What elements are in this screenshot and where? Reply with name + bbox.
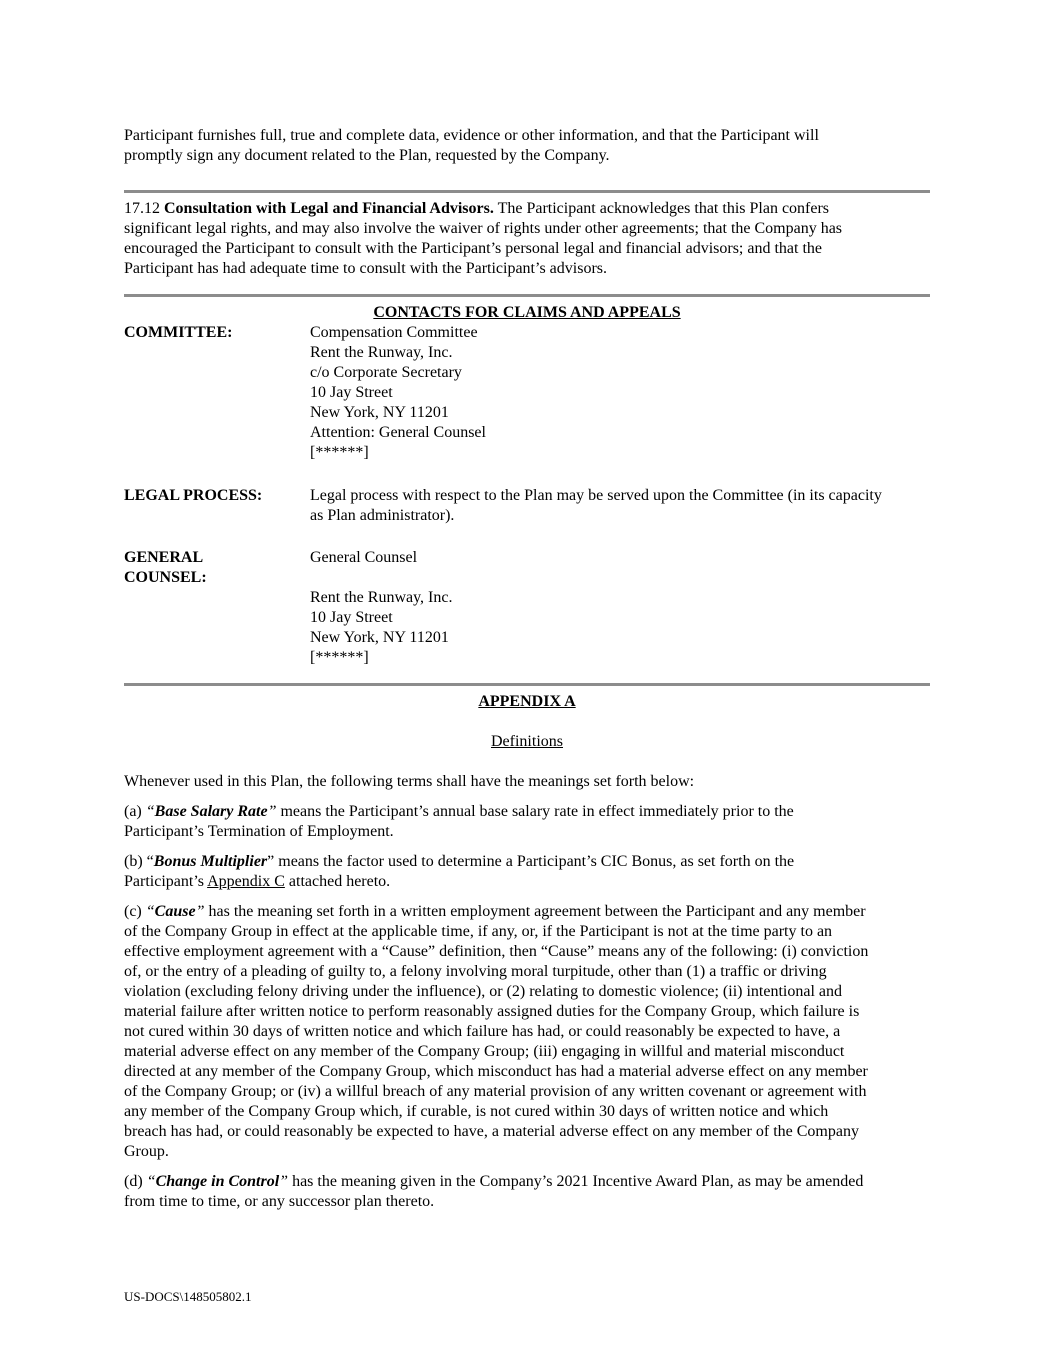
- general-counsel-row: [124, 548, 930, 668]
- address-line: [******]: [310, 649, 369, 666]
- definition-b: [124, 852, 930, 892]
- quote-mark: “: [146, 1173, 156, 1190]
- section-17-12-line: Participant has had adequate time to consult with the Participant’s advisors.: [124, 260, 607, 277]
- address-line: Attention: General Counsel: [310, 424, 486, 441]
- defined-term: Base Salary Rate: [154, 803, 268, 820]
- address-line: Rent the Runway, Inc.: [310, 344, 453, 361]
- definition-prefix: (a): [124, 803, 146, 820]
- quote-mark: ”: [195, 903, 205, 920]
- legal-process-text: [310, 486, 930, 526]
- definition-line: material failure after written notice to perform reasonably assigned duties for the Company Group, which failure is: [124, 1003, 860, 1020]
- intro-paragraph: [124, 126, 930, 166]
- divider: [124, 683, 930, 686]
- document-footer-id: US-DOCS\148505802.1: [124, 1289, 252, 1304]
- general-counsel-label: [124, 548, 310, 668]
- address-line: Compensation Committee: [310, 324, 478, 341]
- quote-mark: ”: [279, 1173, 289, 1190]
- definition-d: [124, 1172, 930, 1212]
- quote-mark: “: [145, 803, 155, 820]
- appendix-subtitle: Definitions: [491, 733, 563, 750]
- definition-line: [124, 802, 930, 822]
- definition-line: of the Company Group; or (iv) a willful breach of any material provision of any written covenant or agreement with: [124, 1083, 867, 1100]
- intro-line: promptly sign any document related to the Plan, requested by the Company.: [124, 147, 610, 164]
- address-line: New York, NY 11201: [310, 404, 449, 421]
- appendix-c-reference: Appendix C: [207, 873, 285, 890]
- label-line: COUNSEL:: [124, 569, 207, 586]
- definition-line: [124, 872, 930, 892]
- legal-process-line: Legal process with respect to the Plan may be served upon the Committee (in its capacity: [310, 487, 882, 504]
- definition-line: [124, 852, 930, 872]
- divider: [124, 294, 930, 297]
- section-number: 17.12: [124, 200, 160, 217]
- definition-line: of the Company Group in effect at the applicable time, if any, or, if the Participant is not at the time party to an: [124, 923, 833, 940]
- address-line: General Counsel: [310, 549, 418, 566]
- definition-line: directed at any member of the Company Group, which misconduct has had a material adverse effect on any member: [124, 1063, 868, 1080]
- definition-text: ” means the factor used to determine a Participant’s CIC Bonus, as set forth on the: [267, 853, 795, 870]
- definition-a: [124, 802, 930, 842]
- defined-term: Cause: [154, 903, 196, 920]
- general-counsel-address: [310, 548, 930, 668]
- definition-line: violation (excluding felony driving under the influence), or (2) relating to domestic violence; (ii) intentional and: [124, 983, 843, 1000]
- definition-line: [124, 1172, 930, 1192]
- definition-line: effective employment agreement with a “Cause” definition, then “Cause” means any of the following: (i) conviction: [124, 943, 869, 960]
- definition-line: from time to time, or any successor plan thereto.: [124, 1193, 435, 1210]
- section-17-12-line: encouraged the Participant to consult with the Participant’s personal legal and financial advisors; and that the: [124, 240, 823, 257]
- section-text: The Participant acknowledges that this Plan confers: [497, 200, 830, 217]
- quote-mark: “: [145, 903, 155, 920]
- definition-text: has the meaning set forth in a written employment agreement between the Participant and any member: [204, 903, 866, 920]
- definition-line: material adverse effect on any member of the Company Group; (iii) engaging in willful and material misconduct: [124, 1043, 845, 1060]
- appendix-intro: Whenever used in this Plan, the following terms shall have the meanings set forth below:: [124, 773, 695, 790]
- label-line: GENERAL: [124, 549, 204, 566]
- section-17-12: [124, 199, 930, 279]
- address-line: New York, NY 11201: [310, 629, 449, 646]
- definition-prefix: (d): [124, 1173, 147, 1190]
- address-line: Rent the Runway, Inc.: [310, 589, 453, 606]
- address-line: 10 Jay Street: [310, 609, 393, 626]
- definition-prefix: (b) “: [124, 853, 154, 870]
- definition-text: attached hereto.: [284, 873, 391, 890]
- section-17-12-line: [124, 199, 930, 219]
- address-line: c/o Corporate Secretary: [310, 364, 462, 381]
- definition-text: means the Participant’s annual base salary rate in effect immediately prior to the: [276, 803, 794, 820]
- contacts-title: CONTACTS FOR CLAIMS AND APPEALS: [373, 304, 681, 321]
- definition-line: not cured within 30 days of written notice and which failure has had, or could reasonably be expected to have, a: [124, 1023, 841, 1040]
- definition-prefix: (c): [124, 903, 146, 920]
- definition-line: Group.: [124, 1143, 169, 1160]
- definition-line: breach has had, or could reasonably be expected to have, a material adverse effect on any member of the Company: [124, 1123, 859, 1140]
- committee-label: COMMITTEE:: [124, 324, 233, 341]
- section-17-12-line: significant legal rights, and may also involve the waiver of rights under other agreements; that the Company has: [124, 220, 843, 237]
- divider: [124, 190, 930, 193]
- defined-term: Change in Control: [155, 1173, 280, 1190]
- contacts-section: [124, 303, 930, 668]
- definition-text: has the meaning given in the Company’s 2021 Incentive Award Plan, as may be amended: [288, 1173, 864, 1190]
- defined-term: Bonus Multiplier: [153, 853, 268, 870]
- quote-mark: ”: [267, 803, 277, 820]
- definition-text: Participant’s: [124, 873, 208, 890]
- definition-line: any member of the Company Group which, if curable, is not cured within 30 days of written notice and which: [124, 1103, 829, 1120]
- committee-address: [310, 323, 930, 463]
- legal-process-line: as Plan administrator).: [310, 507, 455, 524]
- definition-line: of, or the entry of a pleading of guilty to, a felony involving moral turpitude, other than (1) a traffic or driving: [124, 963, 827, 980]
- address-line: 10 Jay Street: [310, 384, 393, 401]
- legal-process-label: LEGAL PROCESS:: [124, 487, 263, 504]
- appendix-a: [124, 692, 930, 1212]
- address-line: [******]: [310, 444, 369, 461]
- definition-line: [124, 902, 930, 922]
- section-heading: Consultation with Legal and Financial Advisors.: [164, 200, 494, 217]
- appendix-title: APPENDIX A: [478, 693, 576, 710]
- intro-line: Participant furnishes full, true and complete data, evidence or other information, and that the Participant will: [124, 127, 819, 144]
- definition-line: Participant’s Termination of Employment.: [124, 823, 394, 840]
- legal-process-row: [124, 486, 930, 526]
- document-page: [124, 126, 930, 1212]
- committee-row: [124, 323, 930, 463]
- definition-c: [124, 902, 930, 1162]
